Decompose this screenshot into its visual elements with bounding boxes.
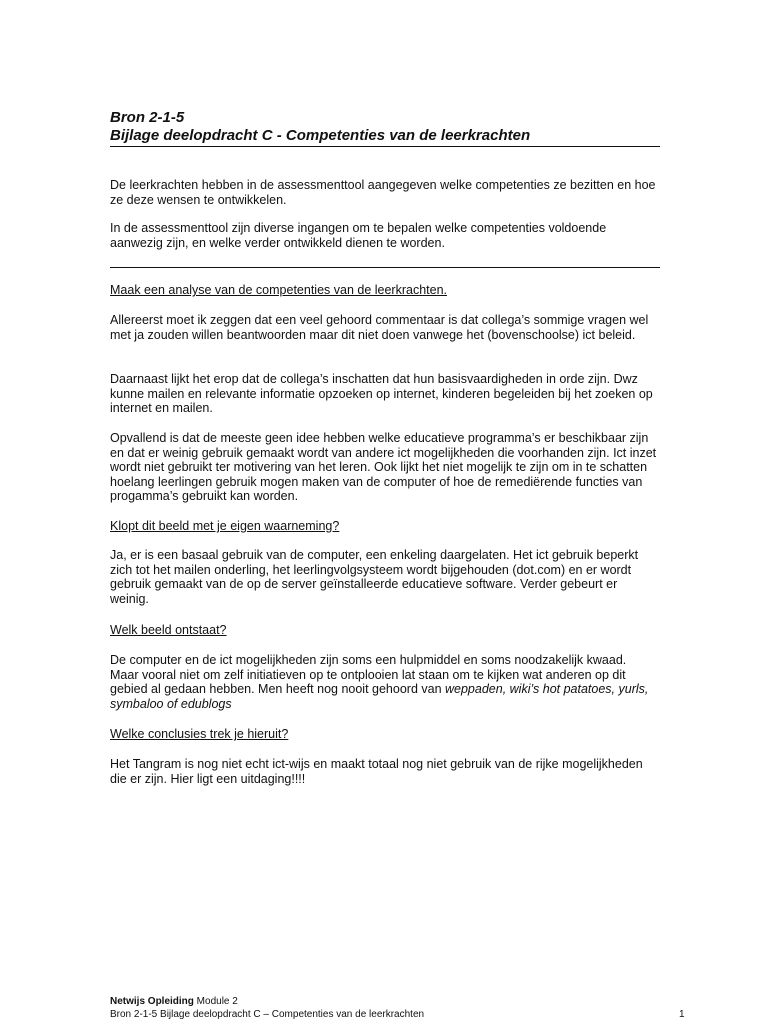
picture-paragraph-tools: weppaden, wiki’s hot patatoes, yurls, symbaloo of edublogs xyxy=(110,682,649,711)
title-divider xyxy=(110,146,660,147)
analysis-paragraph-1: Allereerst moet ik zeggen dat een veel gehoord commentaar is dat collega’s sommige vragen wel met ja zouden willen beantwoorden maar dit niet doen vanwege het (bovenschoolse) ict beleid. xyxy=(110,313,649,342)
section-divider xyxy=(110,267,660,268)
question-conclusions: Welke conclusies trek je hieruit? xyxy=(110,727,289,741)
question-observation: Klopt dit beeld met je eigen waarneming? xyxy=(110,519,340,533)
footer-doc-line: Bron 2-1-5 Bijlage deelopdracht C – Competenties van de leerkrachten xyxy=(110,1009,425,1020)
picture-paragraph xyxy=(110,653,658,711)
picture-paragraph-text: De computer en de ict mogelijkheden zijn soms een hulpmiddel en soms noodzakelijk kwaad. Maar vooral niet om zelf initiatieven op te ontplooien lat staan om te kijken wat anderen op dit gebied al gedaan hebben. Men heeft nog nooit gehoord van xyxy=(110,653,627,697)
document-title: Bijlage deelopdracht C - Competenties van de leerkrachten xyxy=(110,127,531,144)
question-analysis: Maak een analyse van de competenties van de leerkrachten. xyxy=(110,283,448,297)
analysis-paragraph-2: Daarnaast lijkt het erop dat de collega’s inschatten dat hun basisvaardigheden in orde zijn. Dwz kunne mailen en relevante informatie opzoeken op internet, kinderen begeleiden bij het zoeken op internet en mailen. xyxy=(110,372,653,416)
intro-paragraph-1: De leerkrachten hebben in de assessmenttool aangegeven welke competenties ze bezitten en hoe ze deze wensen te ontwikkelen. xyxy=(110,178,656,207)
document-title-source: Bron 2-1-5 xyxy=(110,109,185,126)
footer-module: Module 2 xyxy=(193,996,238,1007)
question-picture: Welk beeld ontstaat? xyxy=(110,623,227,637)
observation-paragraph: Ja, er is een basaal gebruik van de computer, een enkeling daargelaten. Het ict gebruik beperkt zich tot het mailen onderling, het leerlingvolgsysteem wordt bijgehouden (dot.com) en er wordt gebruik gemaakt van de op de server geïnstalleerde educatieve software. Verder gebeurt er weinig. xyxy=(110,548,639,606)
conclusions-paragraph: Het Tangram is nog niet echt ict-wijs en maakt totaal nog niet gebruik van de rijke mogelijkheden die er zijn. Hier ligt een uitdaging!!!! xyxy=(110,757,643,786)
intro-paragraph-2: In de assessmenttool zijn diverse ingangen om te bepalen welke competenties voldoende aanwezig zijn, en welke verder ontwikkeld dienen te worden. xyxy=(110,221,607,250)
page-number: 1 xyxy=(679,1009,685,1020)
analysis-paragraph-3: Opvallend is dat de meeste geen idee hebben welke educatieve programma’s er beschikbaar zijn en dat er weinig gebruik gemaakt wordt van andere ict mogelijkheden die voorhanden zijn. Ict inzet wordt niet gebruikt ter motivering van het leren. Ook lijkt het niet mogelijk te zijn om in te schatten hoelang leerlingen gebruik mogen maken van de computer of hoe de remediërende functies van progamma’s gebruikt kan worden. xyxy=(110,431,657,504)
footer-org-line xyxy=(110,996,238,1008)
footer-org-name: Netwijs Opleiding xyxy=(110,996,194,1007)
